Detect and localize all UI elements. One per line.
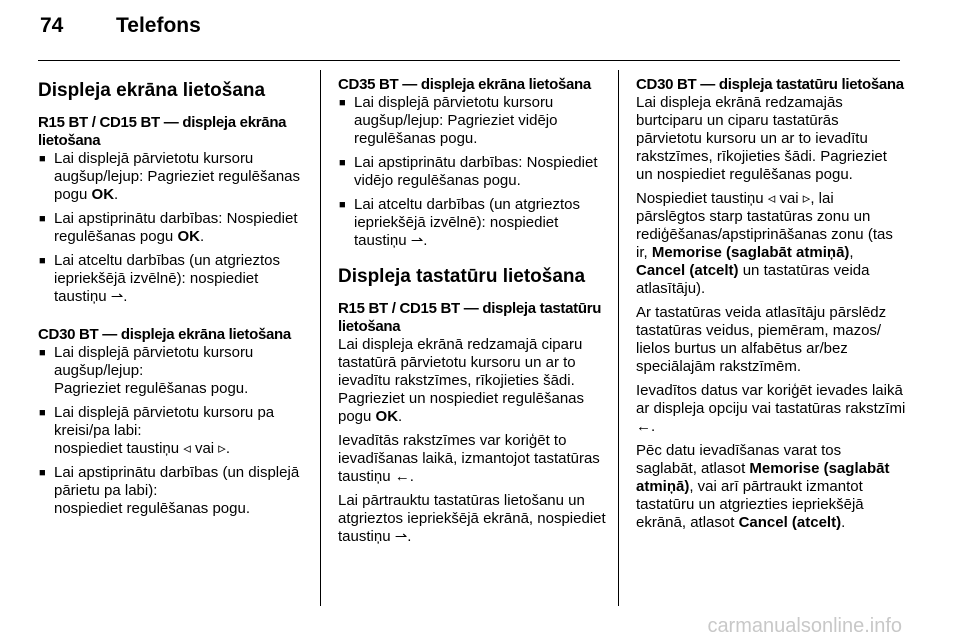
instruction-list: [338, 94, 610, 250]
subheading: CD30 BT — displeja tastatūru lietošana: [636, 76, 904, 93]
paragraph: Nospiediet taustiņu ◃ vai ▹, lai pārslēgtos starp tastatūras zonu un rediģēšanas/apstiprināšanas zonu (tas ir, Memorise (saglabāt atmiņā), Cancel (atcelt) un tastatūras veida atlasītāju).: [636, 190, 893, 297]
subheading: R15 BT / CD15 BT — displeja tastatūru lietošana: [338, 300, 602, 335]
list-item: ■ Lai atceltu darbības (un atgrieztos iepriekšējā izvēlnē): nospiediet taustiņu ⇀.: [338, 196, 610, 250]
paragraph: Ar tastatūras veida atlasītāju pārslēdz tastatūras veidus, piemēram, mazos/ lielos burtus un alfabētus ar/bez speciālajām rakstzīmēm.: [636, 304, 887, 375]
column-divider: [320, 70, 321, 606]
page-number: 74: [40, 14, 64, 37]
header-rule: [38, 60, 900, 61]
list-item: ■ Lai displejā pārvietotu kursoru augšup/lejup: Pagrieziet regulēšanas pogu.: [38, 344, 310, 398]
list-item: ■ Lai displejā pārvietotu kursoru augšup/lejup: Pagrieziet vidējo regulēšanas pogu.: [338, 94, 610, 148]
section-heading: Displeja tastatūru lietošana: [338, 266, 586, 287]
subheading: R15 BT / CD15 BT — displeja ekrāna lietošana: [38, 114, 287, 149]
subheading: CD35 BT — displeja ekrāna lietošana: [338, 76, 591, 93]
subheading: CD30 BT — displeja ekrāna lietošana: [38, 326, 291, 343]
paragraph: Lai pārtrauktu tastatūras lietošanu un atgrieztos iepriekšējā ekrānā, nospiediet taustiņu ⇀.: [338, 492, 606, 545]
instruction-list: [38, 150, 310, 306]
column-3: [636, 76, 906, 538]
paragraph: Lai displeja ekrānā redzamajās burtciparu un ciparu tastatūrās pārvietotu kursoru un ar to ievadītu rakstzīmes, rīkojieties šādi. Pagrieziet un nospiediet regulēšanas pogu.: [636, 94, 887, 183]
instruction-list: [38, 344, 310, 518]
watermark: carmanualsonline.info: [707, 615, 902, 637]
section-heading: Displeja ekrāna lietošana: [38, 80, 266, 101]
list-item: ■ Lai atceltu darbības (un atgrieztos iepriekšējā izvēlnē): nospiediet taustiņu ⇀.: [38, 252, 310, 306]
list-item: ■ Lai apstiprinātu darbības: Nospiediet vidējo regulēšanas pogu.: [338, 154, 610, 190]
paragraph: Ievadītās rakstzīmes var koriģēt to ievadīšanas laikā, izmantojot tastatūras taustiņu ←.: [338, 432, 600, 485]
column-2: [338, 76, 610, 552]
page-title: Telefons: [116, 14, 201, 37]
column-1: [38, 76, 310, 524]
list-item: ■ Lai displejā pārvietotu kursoru augšup/lejup: Pagrieziet regulēšanas pogu OK.: [38, 150, 310, 204]
list-item: ■ Lai apstiprinātu darbības: Nospiediet regulēšanas pogu OK.: [38, 210, 310, 246]
list-item: ■ Lai apstiprinātu darbības (un displejā pārietu pa labi): nospiediet regulēšanas pogu.: [38, 464, 310, 518]
list-item: ■ Lai displejā pārvietotu kursoru pa kreisi/pa labi: nospiediet taustiņu ◃ vai ▹.: [38, 404, 310, 458]
column-divider: [618, 70, 619, 606]
paragraph: Pēc datu ievadīšanas varat tos saglabāt, atlasot Memorise (saglabāt atmiņā), vai arī pārtraukt izmantot tastatūru un atgriezties iepriekšējā ekrānā, atlasot Cancel (atcelt).: [636, 442, 890, 531]
paragraph: Lai displeja ekrānā redzamajā ciparu tastatūrā pārvietotu kursoru un ar to ievadītu rakstzīmes, rīkojieties šādi. Pagrieziet un nospiediet regulēšanas pogu OK.: [338, 336, 584, 425]
paragraph: Ievadītos datus var koriģēt ievades laikā ar displeja opciju vai tastatūras rakstzīmi ←.: [636, 382, 906, 435]
